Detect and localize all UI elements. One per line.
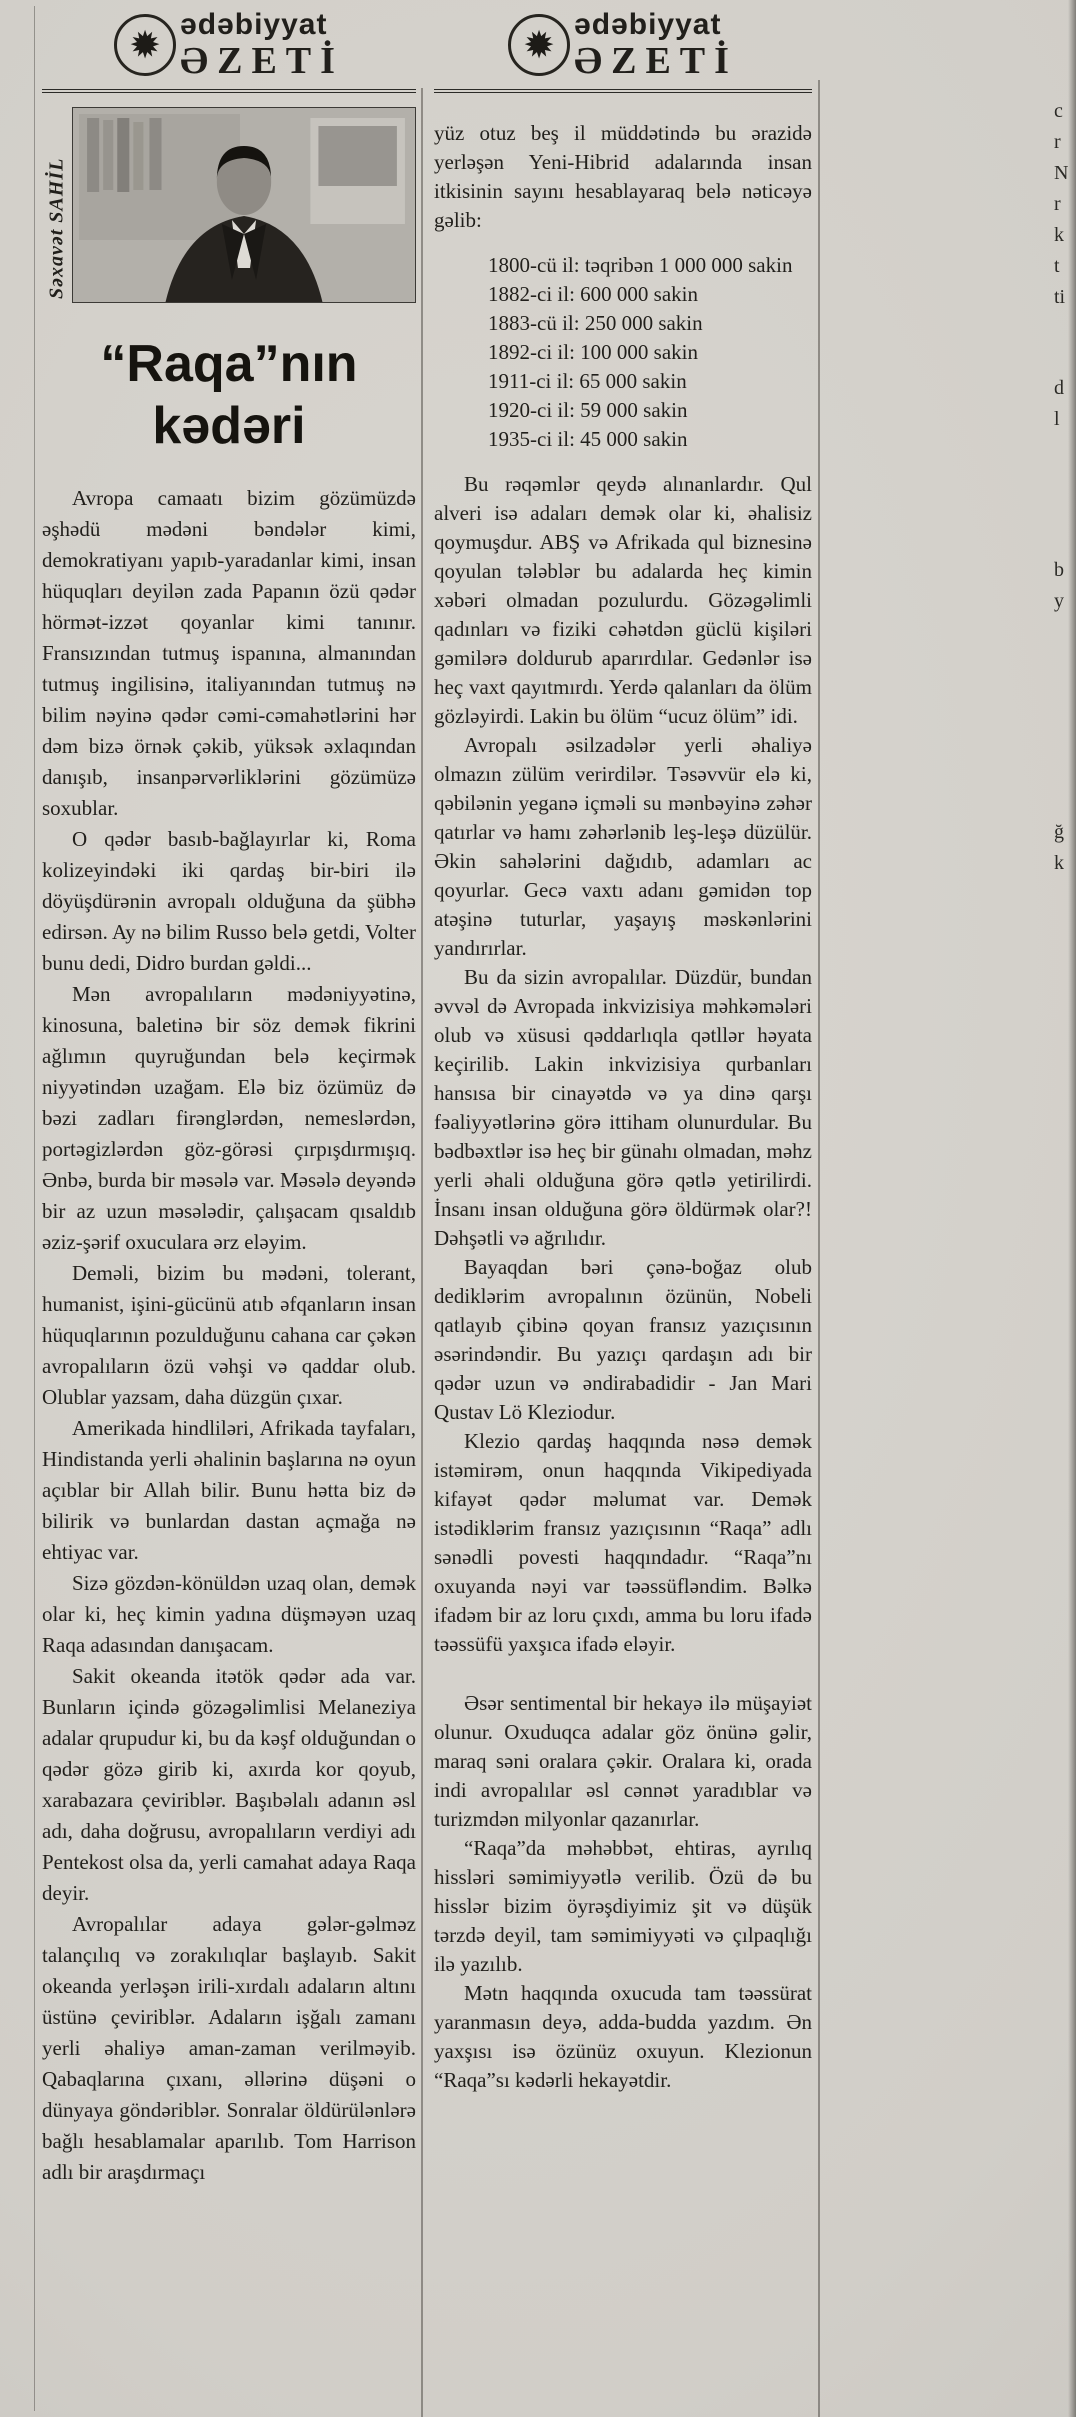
text-fragment: l xyxy=(1054,408,1060,430)
masthead-text xyxy=(562,10,738,80)
flower-glyph: ✹ xyxy=(129,23,161,67)
paragraph: Bu rəqəmlər qeydə alınanlardır. Qul alveri isə adaları demək olar ki, əhalisiz qoymuşdur. ABŞ və Afrikada qul biznesinə qoyulan tələblər bu adalarda heç kimin xəbəri olmadan pozulurdu. Gözəgəlimli qadınları və fiziki cəhətdən güclü kişiləri gəmilərə doldurub aparırdılar. Gedənlər isə heç vaxt qayıtmırdı. Yerdə qalanları da ölüm gözləyirdi. Lakin bu ölüm “ucuz ölüm” idi. xyxy=(434,472,812,728)
statistics-list xyxy=(488,251,812,454)
text-fragment: b xyxy=(1054,559,1064,581)
left-column xyxy=(34,6,416,2411)
stat-line: 1911-ci il: 65 000 sakin xyxy=(488,369,687,393)
article-body-right xyxy=(434,119,812,2095)
text-fragment: ti xyxy=(1054,286,1066,308)
paragraph-group xyxy=(434,470,812,2095)
text-fragment: ğ xyxy=(1054,821,1064,843)
column-divider xyxy=(421,88,423,2417)
headline-line: kədəri xyxy=(152,397,306,455)
text-fragment: y xyxy=(1054,590,1064,612)
stat-line: 1800-cü il: təqribən 1 000 000 sakin xyxy=(488,253,793,277)
flower-glyph: ✹ xyxy=(523,23,555,67)
text-fragment: k xyxy=(1054,224,1064,246)
author-name-caption: Səxavət SAHİL xyxy=(45,157,68,299)
paragraph: O qədər basıb-bağlayırlar ki, Roma kolizeyindəki iki qardaş bir-biri ilə döyüşdürənin avropalı olduğuna da şübhə edirsən. Ay nə bilim Russo belə getdi, Volter bunu dedi, Didro burdan gəldi... xyxy=(42,827,416,975)
stat-line: 1883-cü il: 250 000 sakin xyxy=(488,311,703,335)
stat-line: 1920-ci il: 59 000 sakin xyxy=(488,398,688,422)
paragraph: Bu da sizin avropalılar. Düzdür, bundan əvvəl də Avropada inkvizisiya məhkəmələri olub və xüsusi qəddarlıqla qətllər həyata keçirilib. Lakin inkvizisiya qurbanları hansısa bir cinayətdə və ya dinə qarşı fəaliyyətlərinə görə ittiham olunurdular. Bu bədbəxtlər isə heç bir günahı olmadan, məhz yerli əhali olduğuna görə qətlə yetirilirdi. İnsanı insan olduğuna görə öldürmək olar?! Dəhşətli və ağrılıdır. xyxy=(434,965,812,1250)
stat-line: 1935-ci il: 45 000 sakin xyxy=(488,427,688,451)
stat-line: 1882-ci il: 600 000 sakin xyxy=(488,282,698,306)
paragraph: Bayaqdan bəri çənə-boğaz olub dediklərim avropalının özünün, Nobeli qatlayıb çibinə qoyan fransız yazıçısının əsərindəndir. Bu yazıçı qardaşın adı bir qədər uzun və əndirabadidir - Jan Mari Qustav Lö Kleziodur. xyxy=(434,1255,812,1424)
text-fragment: c xyxy=(1054,100,1063,122)
paragraph: Mətn haqqında oxucuda tam təəssürat yaranmasın deyə, adda-budda yazdım. Ən yaxşısı isə özünüz oxuyun. Klezionun “Raqa”sı kədərli hekayətdir. xyxy=(434,1981,812,2092)
author-photo-illustration xyxy=(73,108,415,302)
paragraph: Sakit okeanda itətök qədər ada var. Bunların içində gözəgəlimlisi Melaneziya adalar qrupudur ki, bu da kəşf olduğundan o qədər gözə girib ki, axırda kor qoyub, xarabazara çeviriblər. Başıbəlalı adanın əsl adı, daha doğrusu, avropalıların verdiyi adı Pentekost olsa da, yerli camahat adaya Raqa deyir. xyxy=(42,1664,416,1905)
paragraph: Avropalılar adaya gələr-gəlməz talançılıq və zorakılıqlar başlayıb. Sakit okeanda yerləşən irili-xırdalı adaların altını üstünə çeviriblər. Adaların işğalı zamanı yerli əhaliyə aman-zaman verilməyib. Qabaqlarına çıxanı, əllərinə düşəni o dünyaya göndəriblər. Sonralar öldürülənlərə bağlı hesablamalar aparılıb. Tom Harrison adlı bir araşdırmaçı xyxy=(42,1912,416,2184)
masthead-flower-icon xyxy=(508,14,570,76)
headline-line: “Raqa”nın xyxy=(100,335,358,393)
paragraph: Klezio qardaş haqqında nəsə demək istəmirəm, onun haqqında Vikipediyada kifayət qədər məlumat var. Demək istədiklərim fransız yazıçısının “Raqa” adlı sənədli povesti haqqındadır. “Raqa”nı oxuyanda nəyi var təəssüfləndim. Bəlkə ifadəm bir az loru çıxdı, amma bu loru ifadə təəssüfü yaxşıca ifadə eləyir. xyxy=(434,1429,812,1656)
author-photo xyxy=(72,107,416,303)
paragraph: Amerikada hindliləri, Afrikada tayfaları, Hindistanda yerli əhalinin başlarına nə oyun açıblar bir Allah bilir. Bunu hətta biz də bilirik və bunlardan dastan açmağa nə ehtiyac var. xyxy=(42,1416,416,1564)
paragraph: “Raqa”da məhəbbət, ehtiras, ayrılıq hissləri səmimiyyətlə verilib. Özü də bu hisslər bizim öyrəşdiyimiz şit və düşük tərzdə deyil, tam səmimiyyəti və çılpaqlığı ilə yazılıb. xyxy=(434,1836,812,1976)
column-divider xyxy=(818,80,820,2417)
paragraph: Deməli, bizim bu mədəni, tolerant, humanist, işini-gücünü atıb əfqanların insan hüquqlarının pozulduğunu cahana car çəkən avropalıların özü vəhşi və qaddar olub. Olublar yazsam, daha düzgün çıxar. xyxy=(42,1261,416,1409)
article-body-left xyxy=(42,483,416,2188)
paragraph: Sizə gözdən-könüldən uzaq olan, demək olar ki, heç kimin yadına düşməyən uzaq Raqa adasından danışacam. xyxy=(42,1571,416,1657)
text-fragment: t xyxy=(1054,255,1060,277)
paragraph: Mən avropalıların mədəniyyətinə, kinosuna, baletinə bir söz demək fikrini ağlımın quyruğundan belə keçirmək niyyətindən uzağam. Elə biz özümüz də bəzi zadları firənglərdən, nemeslərdən, portəgizlərdən göz-görəsi çırpışdırmışıq. Ənbə, burda bir məsələ var. Məsələ deyəndə bir az uzun məsələdir, çalışacam qısaldıb əziz-şərif oxuculara ərz eləyim. xyxy=(42,982,416,1254)
stat-line: 1892-ci il: 100 000 sakin xyxy=(488,340,698,364)
text-fragment: r xyxy=(1054,131,1061,153)
masthead xyxy=(42,6,416,93)
text-fragment: r xyxy=(1054,193,1061,215)
paragraph: Əsər sentimental bir hekayə ilə müşayiət olunur. Oxuduqca adalar göz önünə gəlir, maraq səni oralara çəkir. Oralara ki, orada indi avropalılar əsl cənnət yaradıblar və turizmdən milyonlar qazanırlar. xyxy=(434,1691,812,1831)
intro-paragraph: yüz otuz beş il müddətində bu ərazidə yerləşən Yeni-Hibrid adalarında insan itkisinin sayını hesablayaraq belə nəticəyə gəlib: xyxy=(434,121,812,232)
masthead-flower-icon xyxy=(114,14,176,76)
masthead-script-title: ədəbiyyat xyxy=(574,8,722,41)
masthead xyxy=(434,6,812,93)
author-photo-block xyxy=(42,107,416,303)
masthead-text xyxy=(168,10,344,80)
paragraph: Avropalı əsilzadələr yerli əhaliyə olmazın zülüm verirdilər. Təsəvvür elə ki, qəbilənin yeganə içməli su mənbəyinə zəhər qatırlar və hamı zəhərlənib leş-leşə düzülür. Əkin sahələrini dağıdıb, adamları ac qoyurlar. Gecə vaxtı adanı gəmidən top atəşinə tuturlar, yaşayış məskənlərini yandırırlar. xyxy=(434,733,812,960)
masthead-script-title: ədəbiyyat xyxy=(180,8,328,41)
text-fragment: k xyxy=(1054,852,1064,874)
article-headline xyxy=(42,333,416,457)
paragraph: Avropa camaatı bizim gözümüzdə əşhədü mədəni bəndələr kimi, demokratiyanı yapıb-yaradanlar kimi, insan hüquqları deyilən zada Papanın özü qədər hörmət-izzət qoyanlar kimi tanınır. Fransızından tutmuş ispanına, almanından tutmuş ingilisinə, italiyanından tutmuş nə bilim nəyinə qədər cəmi-cəmahətlərini hər dəm bizə örnək çəkib, yüksək əxlaqından danışıb, insanpərvərliklərini gözümüzə soxublar. xyxy=(42,486,416,820)
text-fragment: d xyxy=(1054,377,1064,399)
right-column xyxy=(434,6,812,2411)
adjacent-column-sliver xyxy=(1054,96,1076,2356)
masthead-main-title: ƏZETİ xyxy=(180,40,344,82)
text-fragment: N xyxy=(1054,162,1069,184)
masthead-main-title: ƏZETİ xyxy=(574,40,738,82)
